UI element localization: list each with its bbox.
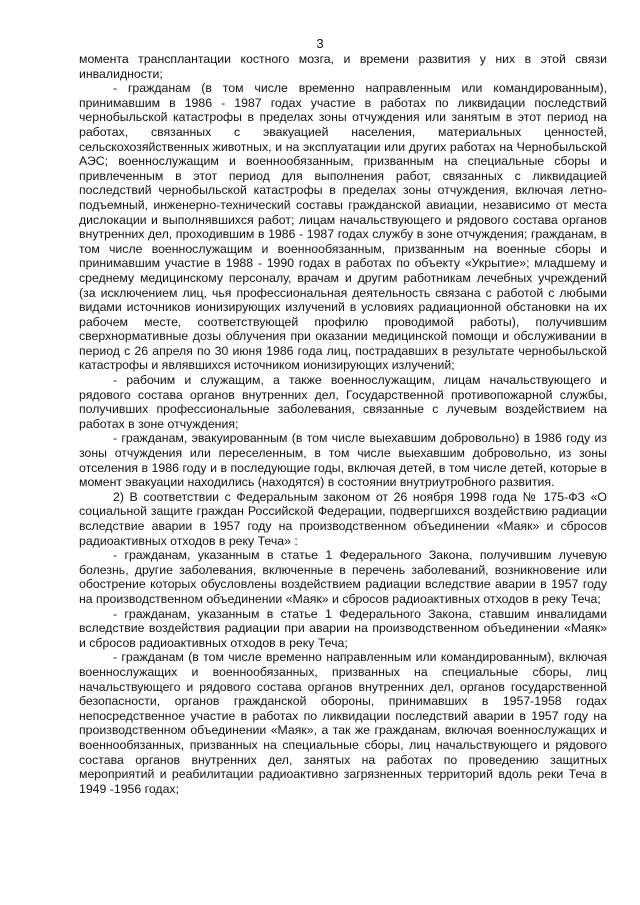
document-body: [79, 52, 607, 796]
paragraph-mayak-liquidators: - гражданам (в том числе временно направленным или командированным), включая военнослужащих и военнообязанных, призванных на специальные сборы, лиц начальствующего и рядового состава органов внутренних дел, органов государственной безопасности, органов гражданской обороны, принимавших в 1957-1958 годах непосредственное участие в работах по ликвидации последствий аварии в 1957 году на производственном объединении «Маяк», а так же гражданам, включая военнослужащих и военнообязанных, призванных на специальные сборы, лиц начальствующего и рядового состава органов внутренних дел, занятых на работах по проведению защитных мероприятий и реабилитации радиоактивно загрязненных территорий вдоль реки Теча в 1949 -1956 годах;: [79, 650, 607, 796]
paragraph-workers-occupational: - рабочим и служащим, а также военнослужащим, лицам начальствующего и рядового состава органов внутренних дел, Государственной противопожарной службы, получивших профессиональные заболевания, связанные с лучевым воздействием на работах в зоне отчуждения;: [79, 373, 607, 431]
paragraph-federal-law-175: 2) В соответствии с Федеральным законом от 26 ноября 1998 года № 175-ФЗ «О социальной защите граждан Российской Федерации, подвергшихся воздействию радиации вследствие аварии в 1957 году на производственном объединении «Маяк» и сбросов радиоактивных отходов в реку Теча» :: [79, 489, 607, 548]
paragraph-evacuated-citizens: - гражданам, эвакуированным (в том числе выехавшим добровольно) в 1986 году из зоны отчуждения или переселенным, в том числе выехавшим добровольно, из зоны отселения в 1986 году и в последующие годы, включая детей, в том числе детей, которые в момент эвакуации находились (находятся) в состоянии внутриутробного развития.: [79, 431, 607, 490]
paragraph-chernobyl-liquidators: - гражданам (в том числе временно направленным или командированным), принимавшим в 1986 - 1987 годах участие в работах по ликвидации последствий чернобыльской катастрофы в пределах зоны отчуждения или занятым в этот период на работах, связанных с эвакуацией населения, материальных ценностей, сельскохозяйственных животных, и на эксплуатации или других работах на Чернобыльской АЭС; военнослужащим и военнообязанным, призванным на специальные сборы и привлеченным в этот период для выполнения работ, связанных с ликвидацией последствий чернобыльской катастрофы в пределах зоны отчуждения, включая летно-подъемный, инженерно-технический составы гражданской авиации, независимо от места дислокации и выполнявшихся работ; лицам начальствующего и рядового состава органов внутренних дел, проходившим в 1986 - 1987 годах службу в зоне отчуждения; гражданам, в том числе военнослужащим и военнообязанным, призванным на военные сборы и принимавшим участие в 1988 - 1990 годах в работах по объекту «Укрытие»; младшему и среднему медицинскому персоналу, врачам и другим работникам лечебных учреждений (за исключением лиц, чья профессиональная деятельность связана с работой с любыми видами источников ионизирующих излучений в условиях радиационной обстановки на их рабочем месте, соответствующей профилю проводимой работы), получившим сверхнормативные дозы облучения при оказании медицинской помощи и обслуживании в период с 26 апреля по 30 июня 1986 года лиц, пострадавших в результате чернобыльской катастрофы и являвшихся источником ионизирующих излучений;: [79, 81, 607, 373]
paragraph-continuation: момента трансплантации костного мозга, и времени развития у них в этой связи инвалидности;: [79, 52, 607, 81]
page-number: 3: [316, 36, 324, 51]
paragraph-disabled-citizens: - гражданам, указанным в статье 1 Федерального Закона, ставшим инвалидами вследствие воздействия радиации при аварии на производственном объединении «Маяк» и сбросов радиоактивных отходов в реку Теча;: [79, 606, 607, 650]
paragraph-radiation-sickness: - гражданам, указанным в статье 1 Федерального Закона, получившим лучевую болезнь, другие заболевания, включенные в перечень заболеваний, возникновение или обострение которых обусловлены воздействием радиации вследствие аварии в 1957 году на производственном объединении «Маяк» и сбросов радиоактивных отходов в реку Теча;: [79, 548, 607, 606]
